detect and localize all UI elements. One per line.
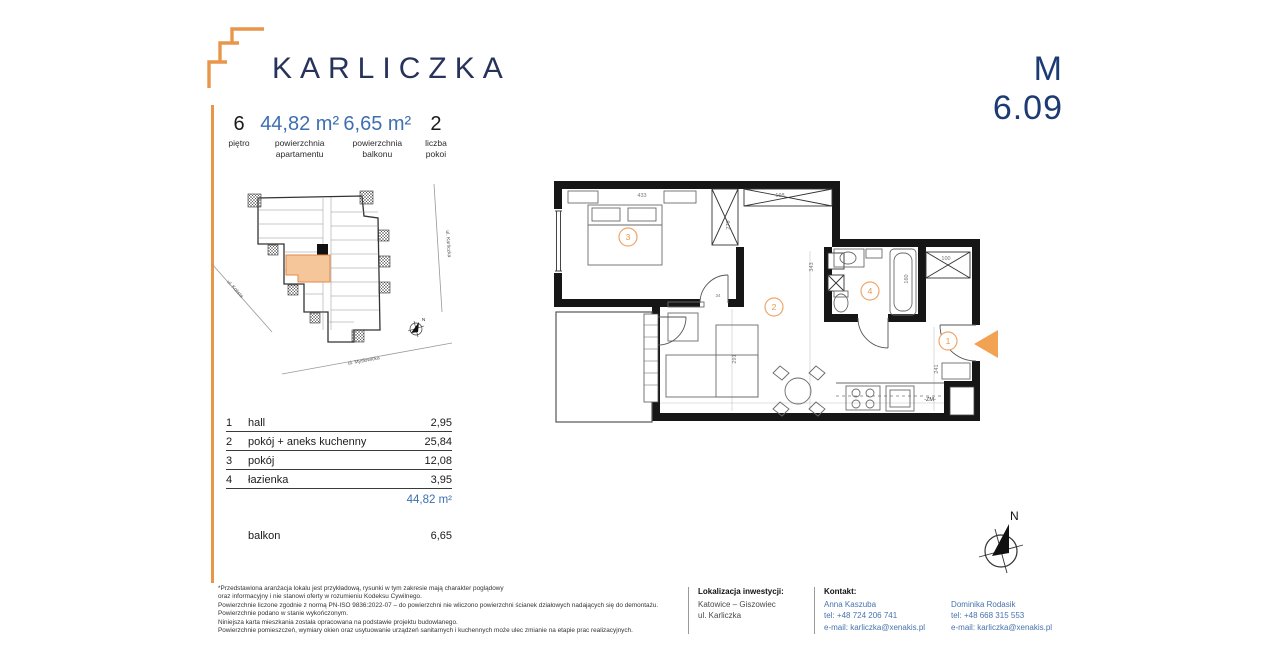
location-street: ul. Karliczka (698, 611, 742, 621)
fridge (950, 387, 974, 415)
balcony-row (226, 530, 452, 542)
balcony-outline (556, 312, 652, 422)
stat-rooms-label (415, 138, 457, 159)
table-row (226, 470, 452, 489)
room-number-3-label: 3 (625, 232, 631, 242)
disclaimer-line: oraz informacyjny i nie stanowi oferty w rozumieniu Kodeksu Cywilnego. (218, 593, 422, 601)
room-number-2 (765, 298, 783, 316)
stat-balcony-area-label2: balkonu (362, 148, 393, 159)
zm-label: -ZM- (924, 397, 936, 403)
stat-balcony-area (340, 110, 414, 159)
entrance-arrow-icon (974, 330, 998, 358)
site-plan (212, 182, 458, 384)
room-name: pokój + aneks kuchenny (248, 435, 367, 448)
dim-34: 34 (715, 293, 721, 298)
balcony-label: balkon (248, 530, 281, 542)
contact-name: Dominika Rodasik (951, 599, 1016, 609)
room-area: 12,08 (424, 454, 452, 467)
dining-table (773, 366, 825, 416)
sofa (666, 325, 758, 397)
street-label-karliczka: ul. Karliczka (444, 230, 452, 258)
contact-people (824, 599, 1052, 634)
stat-apartment-area-label (260, 138, 340, 159)
stat-balcony-area-value: 6,65 m² (343, 113, 412, 135)
room-area: 3,95 (430, 473, 452, 486)
balcony-door (644, 314, 658, 402)
floor-plan (540, 167, 1010, 452)
mini-compass-icon (408, 317, 425, 337)
disclaimer-line: Powierzchnie liczone zgodnie z normą PN-ISO 9836:2022-07 – do powierzchni nie wliczono powierzchni ścianek działowych nadających się do demontażu. (218, 601, 659, 609)
contact-block (824, 586, 1052, 633)
table-row (226, 451, 452, 470)
bedroom-window (555, 211, 562, 271)
dimension-labels (637, 193, 950, 403)
nightstand (568, 191, 598, 203)
room-number-1-label: 1 (945, 336, 951, 346)
disclaimer-line: *Przedstawiona aranżacja lokalu jest przykładową, rysunki w tym zakresie mają charakter poglądowy (218, 585, 504, 592)
stat-rooms-value: 2 (430, 113, 442, 135)
contact-person (824, 599, 925, 634)
room-name: hall (248, 416, 266, 429)
stat-apartment-area-label2: apartamentu (275, 148, 324, 159)
contact-email: e-mail: karliczka@xenakis.pl (951, 622, 1053, 632)
north-label: N (1010, 509, 1019, 523)
stats-row (219, 110, 457, 159)
hall-cabinet (942, 363, 970, 379)
mini-north-label: N (422, 317, 426, 322)
unit-code: M 6.09 (992, 50, 1063, 127)
compass-icon (975, 503, 1037, 583)
stat-rooms-label2: pokoi (425, 148, 447, 159)
location-title: Lokalizacja inwestycji: (698, 587, 784, 596)
dim-279: 279 (726, 220, 732, 230)
room-number-4 (861, 282, 879, 300)
contact-title: Kontakt: (824, 587, 857, 596)
nightstand (664, 191, 696, 203)
balcony-area: 6,65 (430, 530, 452, 542)
footer-divider (688, 587, 689, 634)
table-row (226, 432, 452, 451)
room-num: 3 (226, 454, 233, 467)
stat-apartment-area (260, 110, 340, 159)
room-name: pokój (248, 454, 275, 467)
dim-343: 343 (809, 262, 815, 272)
brand-name: KARLICZKA (272, 52, 511, 85)
footer-divider (814, 587, 815, 634)
stat-floor-label: piętro (228, 138, 250, 148)
location-city: Katowice – Giszowiec (698, 599, 776, 609)
stat-balcony-area-label (340, 138, 414, 159)
building-outline (248, 191, 390, 342)
contact-tel: tel: +48 668 315 553 (951, 611, 1025, 621)
dim-291: 291 (732, 354, 738, 364)
stat-apartment-area-label1: powierzchnia (274, 138, 325, 148)
stat-floor (219, 110, 259, 159)
location-block (698, 586, 784, 622)
room-name: łazienka (248, 473, 289, 486)
contact-name: Anna Kaszuba (824, 599, 877, 609)
dim-160: 160 (904, 274, 910, 284)
stat-rooms (415, 110, 457, 159)
stat-floor-value: 6 (233, 113, 245, 135)
stove (846, 386, 880, 410)
contact-email: e-mail: karliczka@xenakis.pl (824, 622, 926, 632)
stat-balcony-area-label1: powierzchnia (352, 138, 403, 148)
dim-433: 433 (637, 193, 647, 199)
room-number-4-label: 4 (867, 286, 873, 296)
room-num: 2 (226, 435, 233, 448)
stat-apartment-area-value: 44,82 m² (260, 113, 340, 135)
stat-rooms-label1: liczba (425, 138, 447, 148)
dim-241: 241 (934, 364, 940, 374)
contact-person (951, 599, 1052, 634)
stairs-logo-icon (206, 26, 268, 90)
room-table (226, 413, 452, 542)
room-number-2-label: 2 (771, 302, 777, 312)
room-number-1 (939, 332, 957, 350)
room-area: 25,84 (424, 435, 452, 448)
room-num: 1 (226, 416, 233, 429)
doors (658, 275, 976, 364)
street-label-myslowicka: ul. Mysłowicka (347, 355, 381, 367)
disclaimer-line: Niniejsza karta mieszkania została opracowana na podstawie projektu budowlanego. (218, 618, 458, 626)
dim-100: 100 (941, 256, 951, 262)
disclaimer-line: Powierzchnie podano w stanie wykończonym. (218, 610, 349, 618)
room-num: 4 (226, 473, 233, 486)
dim-198: 198 (775, 193, 785, 199)
room-number-3 (619, 228, 637, 246)
disclaimer-line: Powierzchnie pomieszczeń, wymiary okien oraz usytuowanie urządzeń sanitarnych i kuchennych może ulec zmianie na etapie prac realizacyjnych. (218, 627, 633, 635)
room-area: 2,95 (430, 416, 452, 429)
contact-tel: tel: +48 724 206 741 (824, 611, 898, 621)
disclaimer (218, 585, 684, 636)
street-label-kolista: ul. Kolista (225, 279, 245, 300)
total-area: 44,82 m² (406, 494, 452, 506)
table-row (226, 413, 452, 432)
